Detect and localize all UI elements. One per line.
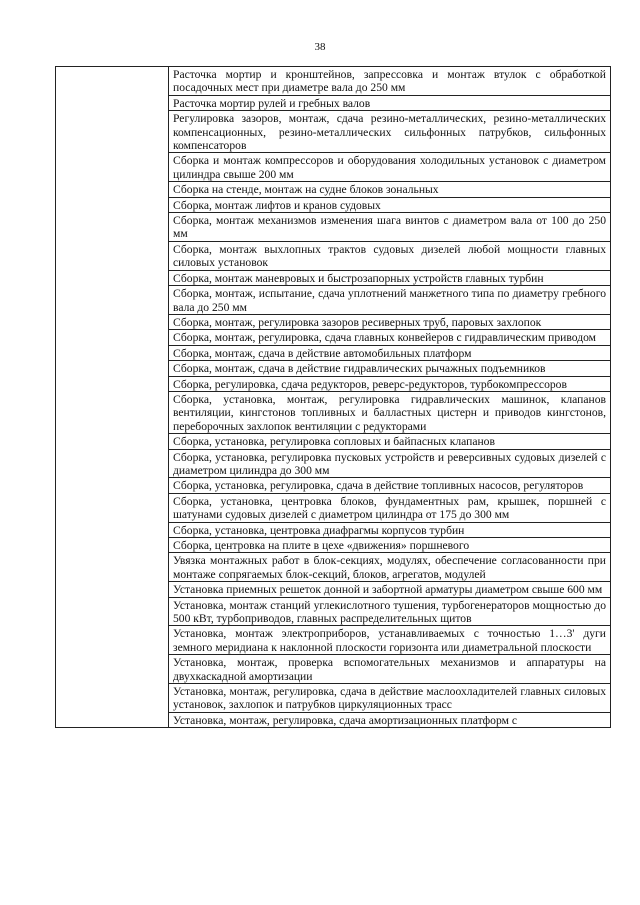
- work-item: Сборка, монтаж маневровых и быстрозапорных устройств главных турбин: [169, 271, 610, 286]
- work-item: Регулировка зазоров, монтаж, сдача резино-металлических, резино-металлических компенсационных, резино-металлических сильфонных патрубков, сильфонных компенсаторов: [169, 111, 610, 153]
- work-item: Сборка и монтаж компрессоров и оборудования холодильных установок с диаметром цилиндра свыше 200 мм: [169, 153, 610, 182]
- works-table: [55, 66, 611, 728]
- work-item: Сборка, установка, монтаж, регулировка гидравлических машинок, клапанов вентиляции, кингстонов топливных и балластных цистерн и приводов кингстонов, переборочных захлопок вентиляции с редукторами: [169, 392, 610, 434]
- work-item: Установка, монтаж, регулировка, сдача в действие маслоохладителей главных силовых установок, захлопок и патрубков циркуляционных трасс: [169, 684, 610, 713]
- work-item: Сборка, установка, регулировка, сдача в действие топливных насосов, регуляторов: [169, 478, 610, 493]
- work-item: Сборка, монтаж, сдача в действие гидравлических рычажных подъемников: [169, 361, 610, 376]
- work-item: Сборка, монтаж, регулировка, сдача главных конвейеров с гидравлическим приводом: [169, 330, 610, 345]
- work-item: Сборка, установка, регулировка пусковых устройств и реверсивных судовых дизелей с диаметром цилиндра до 300 мм: [169, 450, 610, 479]
- work-item: Сборка, центровка на плите в цехе «движения» поршневого: [169, 538, 610, 553]
- work-item: Расточка мортир и кронштейнов, запрессовка и монтаж втулок с обработкой посадочных мест при диаметре вала до 250 мм: [169, 67, 610, 96]
- work-item: Сборка, установка, регулировка сопловых и байпасных клапанов: [169, 434, 610, 449]
- work-item: Сборка, установка, центровка блоков, фундаментных рам, крышек, поршней с шатунами судовых дизелей с диаметром цилиндра от 175 до 300 мм: [169, 494, 610, 523]
- table-row: [56, 67, 611, 728]
- work-item: Сборка, монтаж, регулировка зазоров ресиверных труб, паровых захлопок: [169, 315, 610, 330]
- work-item: Установка, монтаж, проверка вспомогательных механизмов и аппаратуры на двухкаскадной амортизации: [169, 655, 610, 684]
- work-item: Установка, монтаж станций углекислотного тушения, турбогенераторов мощностью до 500 кВт, турбоприводов, главных распределительных щитов: [169, 598, 610, 627]
- page-number: 38: [314, 41, 326, 53]
- work-list-cell: [169, 67, 611, 728]
- work-item: Сборка, регулировка, сдача редукторов, реверс-редукторов, турбокомпрессоров: [169, 377, 610, 392]
- work-item: Сборка, монтаж лифтов и кранов судовых: [169, 198, 610, 213]
- left-column-cell: [56, 67, 169, 728]
- work-item: Установка, монтаж, регулировка, сдача амортизационных платформ с: [173, 713, 517, 727]
- work-item: Увязка монтажных работ в блок-секциях, модулях, обеспечение согласованности при монтаже сопрягаемых блок-секций, блоков, агрегатов, модулей: [169, 553, 610, 582]
- work-item: Сборка, монтаж выхлопных трактов судовых дизелей любой мощности главных силовых установок: [169, 242, 610, 271]
- work-item: Установка приемных решеток донной и забортной арматуры диаметром свыше 600 мм: [169, 582, 610, 597]
- work-item: Сборка, монтаж, сдача в действие автомобильных платформ: [169, 346, 610, 361]
- work-item: Сборка, установка, центровка диафрагмы корпусов турбин: [169, 523, 610, 538]
- work-item: Сборка, монтаж, испытание, сдача уплотнений манжетного типа по диаметру гребного вала до 250 мм: [169, 286, 610, 315]
- work-item: Расточка мортир рулей и гребных валов: [169, 96, 610, 111]
- work-item: Сборка, монтаж механизмов изменения шага винтов с диаметром вала от 100 до 250 мм: [169, 213, 610, 242]
- work-item: Установка, монтаж электроприборов, устанавливаемых с точностью 1…3' дуги земного меридиана к наклонной плоскости горизонта или диаметральной плоскости: [169, 626, 610, 655]
- work-item: Сборка на стенде, монтаж на судне блоков зональных: [169, 182, 610, 197]
